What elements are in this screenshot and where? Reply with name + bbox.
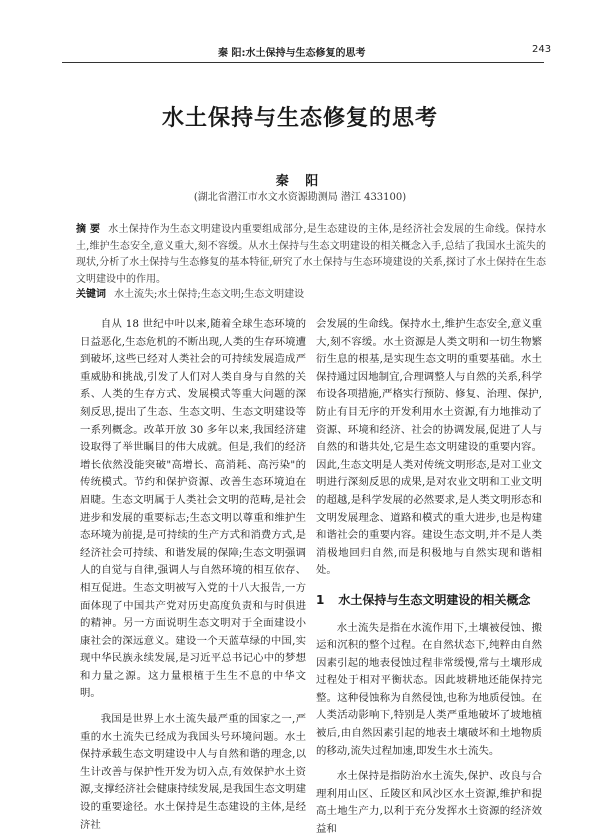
running-head-title: 秦 阳:水土保持与生态修复的思考 (218, 48, 366, 59)
body-paragraph: 会发展的生命线。保持水土,维护生态安全,意义重大,刻不容缓。水土资源是人类文明和一切生物繁衍生息的根基,是实现生态文明的重要基础。水土保持通过因地制宜,合理调整人与自然的关系,科学布设各项措施,严格实行预防、修复、治理、保护,防止有目无序的开发利用水土资源,有力地推动了资源、环境和经济、社会的协调发展,促进了人与自然的和谐共处,它是生态文明建设的重要内容。因此,生态文明是人类对传统文明形态,是对工业文明进行深刻反思的成果,是对农业文明和工业文明的超越,是科学发展的必然要求,是人类文明形态和文明发展理念、道路和模式的重大进步,也是构建和谐社会的重要内容。建设生态文明,并不是人类消极地回归自然,而是积极地与自然实现和谐相处。 (316, 318, 542, 577)
body-paragraph: 水土保持是指防治水土流失,保护、改良与合理利用山区、丘陵区和风沙区水土资源,维护和提高土地生产力,以利于充分发挥水土资源的经济效益和 (316, 770, 542, 836)
body-paragraph: 自从 18 世纪中叶以来,随着全球生态环境的日益恶化,生态危机的不断出现,人类的生存环境遭到破坏,这些已经对人类社会的可持续发展造成严重威胁和挑战,引发了人们对人类自身与自然的关系、人类的生存方式、发展模式等重大问题的深刻反思,提出了生态、生态文明、生态文明建设等一系列概念。改革开放 30 多年以来,我国经济建设取得了举世瞩目的伟大成就。但是,我们的经济增长依然没能突破"高增长、高消耗、高污染"的传统模式。节约和保护资源、改善生态环境迫在眉睫。生态文明属于人类社会文明的范畴,是社会进步和发展的重要标志;生态文明以尊重和维护生态环境为前提,是可持续的生产方式和消费方式,是经济社会可持续、和谐发展的保障;生态文明强调人的自觉与自律,强调人与自然环境的相互依存、相互促进。生态文明被写入党的十八大报告,一方面体现了中国共产党对历史高度负责和与时俱进的精神。另一方面说明生态文明对于全面建设小康社会的深远意义。建设一个天蓝草绿的中国,实现中华民族永续发展,是习近平总书记心中的梦想和力量之源。这力量根植于生生不息的中华文明。 (80, 318, 306, 700)
section-title: 水土保持与生态文明建设的相关概念 (338, 592, 531, 607)
running-head (0, 40, 600, 60)
section-number: 1 (316, 592, 325, 607)
body-paragraph: 水土流失是指在水流作用下,土壤被侵蚀、搬运和沉积的整个过程。在自然状态下,纯粹由自然因素引起的地表侵蚀过程非常缓慢,常与土壤形成过程处于相对平衡状态。因此坡耕地还能保持完整。这种侵蚀称为自然侵蚀,也称为地质侵蚀。在人类活动影响下,特别是人类严重地破坏了坡地植被后,由自然因素引起的地表土壤破坏和土地物质的移动,流失过程加速,即发生水土流失。 (316, 621, 542, 757)
article-title: 水土保持与生态修复的思考 (161, 106, 438, 131)
keywords-label: 关键词 (76, 289, 106, 300)
abstract-label: 摘 要 (76, 224, 101, 235)
header-rule (62, 62, 544, 63)
body-column-left (80, 316, 306, 834)
keywords-text: 水土流失;水土保持;生态文明;生态文明建设 (114, 289, 305, 300)
author-affiliation: (湖北省潜江市水文水资源勘测局 潜江 433100) (193, 192, 407, 203)
page-number: 243 (532, 44, 552, 55)
abstract (76, 222, 546, 288)
author-name: 秦 阳 (275, 174, 325, 189)
abstract-text: 水土保持作为生态文明建设内重要组成部分,是生态建设的主体,是经济社会发展的生命线。保持水土,维护生态安全,意义重大,刻不容缓。从水土保持与生态文明建设的相关概念入手,总结了我国水土流失的现状,分析了水土保持与生态修复的基本特征,研究了水土保持与生态环境建设的关系,探讨了水土保持在生态文明建设中的作用。 (76, 224, 547, 285)
section-heading (316, 592, 542, 610)
keywords (76, 287, 546, 303)
body-column-right (316, 316, 542, 839)
body-paragraph: 我国是世界上水土流失最严重的国家之一,严重的水土流失已经成为我国头号环境问题。水土保持承载生态文明建设中人与自然和谐的理念,以生计改善与保护性开发为切入点,有效保护水土资源,支撑经济社会健康持续发展,是我国生态文明建设的重要途径。水土保持是生态建设的主体,是经济社 (80, 713, 306, 831)
